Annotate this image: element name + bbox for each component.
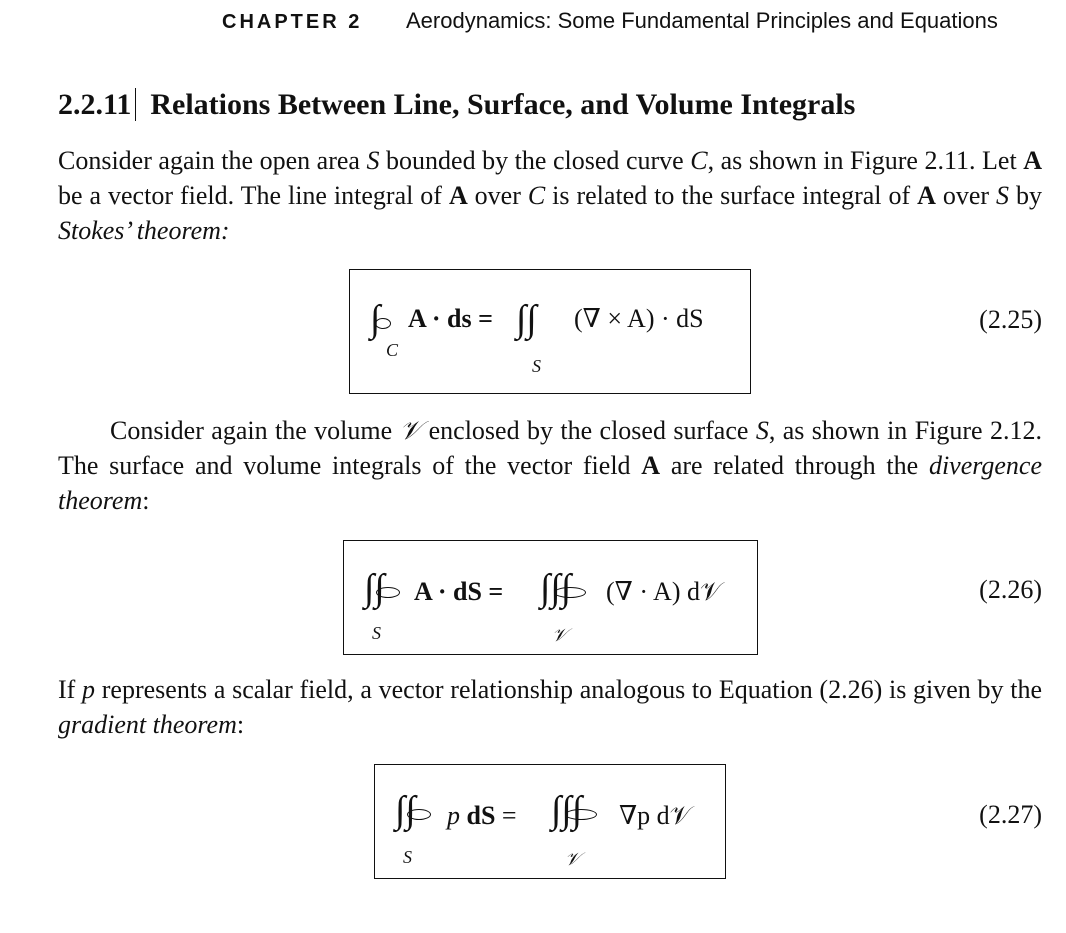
equation-lhs: p dS = [447, 801, 517, 830]
closed-volume-integral-symbol: ∫∫∫ [540, 567, 572, 609]
equation-number: (2.25) [979, 305, 1042, 334]
text: over [467, 181, 528, 210]
paragraph-divergence [58, 413, 1042, 518]
subscript-s: S [532, 356, 541, 376]
chapter-label: CHAPTER 2 [222, 11, 363, 33]
running-header [222, 8, 1042, 36]
contour-ring [375, 318, 391, 329]
equation-lhs: A · ds = [408, 304, 493, 333]
subscript-s: S [372, 623, 381, 643]
math-symbol: A [917, 181, 936, 210]
double-integral-symbol: ∫∫ [516, 298, 537, 340]
equation-number: (2.26) [979, 575, 1042, 604]
text: , as shown in Figure 2.11. Let [707, 146, 1024, 175]
section-number: 2.2.11 [58, 88, 136, 121]
math-symbol: 𝒱 [399, 416, 422, 445]
theorem-name: divergence theorem [58, 451, 1043, 515]
math-symbol: p [82, 675, 96, 704]
closed-volume-integral-symbol: ∫∫∫ [551, 789, 583, 831]
volume-ring [554, 587, 586, 598]
text: by [1009, 181, 1043, 210]
equation-rhs: (∇ · A) d𝒱 [606, 577, 722, 606]
text: are related through the [660, 451, 929, 480]
closed-surface-integral-symbol: ∫∫ [395, 789, 416, 831]
text: : [142, 486, 150, 515]
text: bounded by the closed curve [379, 146, 691, 175]
theorem-name: gradient theorem [58, 710, 237, 739]
math-symbol: A [448, 181, 468, 210]
math-symbol: C [690, 146, 708, 175]
text: If [58, 675, 83, 704]
line-integral-symbol: ∫ [370, 298, 381, 340]
paragraph-stokes [58, 143, 1042, 248]
text: over [935, 181, 997, 210]
text: Consider again the volume [110, 416, 400, 445]
math-symbol: S [996, 181, 1010, 210]
subscript-s: S [403, 847, 412, 867]
equation-box-stokes [349, 269, 751, 394]
equation-lhs: A · dS = [414, 577, 504, 606]
volume-ring [565, 809, 597, 820]
equation-number: (2.27) [979, 800, 1042, 829]
text: , as shown in Figure 2.12. The surface and volume integrals of the vector field [58, 416, 1042, 480]
math-symbol: S [755, 416, 769, 445]
surface-ring [407, 809, 431, 820]
paragraph-gradient [58, 672, 1042, 742]
subscript-c: C [386, 340, 399, 360]
theorem-name: Stokes’ theorem: [58, 216, 230, 245]
math-symbol: C [527, 181, 546, 210]
equation-box-divergence [343, 540, 758, 655]
text: be a vector field. The line integral of [58, 181, 449, 210]
math-symbol: A [1023, 146, 1043, 175]
subscript-v: 𝒱 [565, 849, 580, 869]
equation-box-gradient [374, 764, 726, 879]
chapter-title: Aerodynamics: Some Fundamental Principles and Equations [406, 8, 998, 33]
text: enclosed by the closed surface [421, 416, 756, 445]
text: is related to the surface integral of [545, 181, 918, 210]
math-symbol: A [641, 451, 661, 480]
closed-surface-integral-symbol: ∫∫ [364, 567, 385, 609]
section-heading [58, 88, 855, 122]
equation-rhs: (∇ × A) · dS [574, 304, 704, 333]
equation-rhs: ∇p d𝒱 [619, 801, 692, 830]
text: Consider again the open area [58, 146, 367, 175]
surface-ring [376, 587, 400, 598]
text: represents a scalar field, a vector relationship analogous to Equation (2.26) is given by the [95, 675, 1042, 704]
math-symbol: S [366, 146, 380, 175]
subscript-v: 𝒱 [552, 625, 567, 645]
text: : [236, 710, 245, 739]
section-title: Relations Between Line, Surface, and Volume Integrals [150, 88, 856, 121]
